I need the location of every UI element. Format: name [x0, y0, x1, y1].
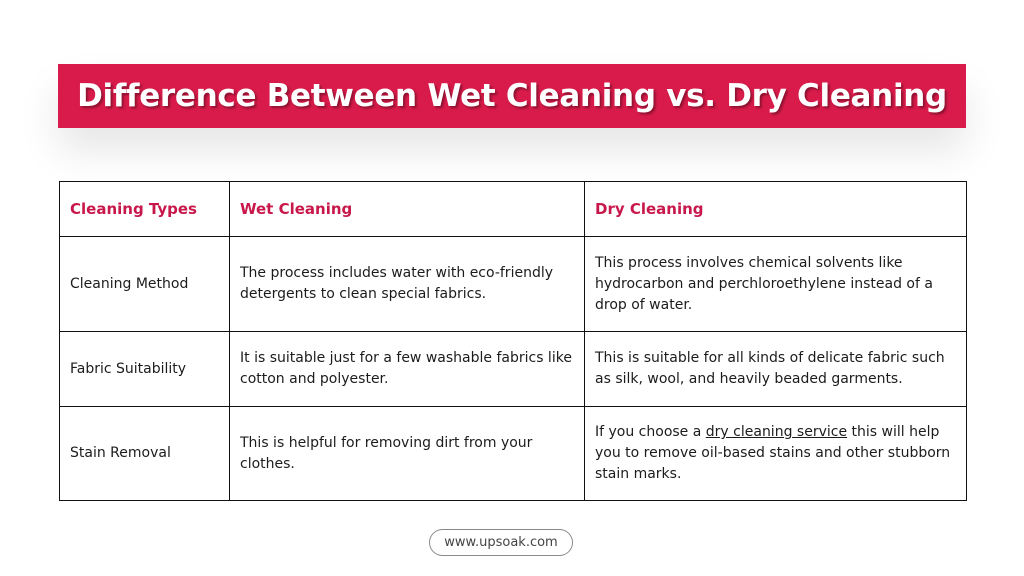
website-url: www.upsoak.com [444, 535, 558, 550]
table-row [60, 407, 967, 501]
cell-wet-stain-removal: This is helpful for removing dirt from your clothes. [230, 407, 585, 501]
header-wet-cleaning: Wet Cleaning [230, 182, 585, 237]
page-title: Difference Between Wet Cleaning vs. Dry Cleaning [77, 78, 947, 114]
table-header-row [60, 182, 967, 237]
table-row [60, 237, 967, 332]
cell-dry-stain-removal [585, 407, 967, 501]
dry-cleaning-service-link[interactable]: dry cleaning service [705, 424, 848, 440]
title-banner [58, 64, 966, 128]
comparison-table [59, 181, 967, 501]
website-badge[interactable] [429, 529, 573, 556]
header-dry-cleaning: Dry Cleaning [585, 182, 967, 237]
cell-dry-fabric-suitability: This is suitable for all kinds of delicate fabric such as silk, wool, and heavily beaded garments. [585, 332, 967, 407]
row-label-cleaning-method: Cleaning Method [60, 237, 230, 332]
row-label-fabric-suitability: Fabric Suitability [60, 332, 230, 407]
row-label-stain-removal: Stain Removal [60, 407, 230, 501]
dry-stain-text-before: If you choose a [595, 424, 706, 440]
cell-wet-cleaning-method: The process includes water with eco-friendly detergents to clean special fabrics. [230, 237, 585, 332]
table-row [60, 332, 967, 407]
header-cleaning-types: Cleaning Types [60, 182, 230, 237]
dry-stain-text-after: this will help you to remove oil-based stains and other stubborn stain marks. [595, 424, 951, 482]
cell-wet-fabric-suitability: It is suitable just for a few washable fabrics like cotton and polyester. [230, 332, 585, 407]
cell-dry-cleaning-method: This process involves chemical solvents like hydrocarbon and perchloroethylene instead of a drop of water. [585, 237, 967, 332]
